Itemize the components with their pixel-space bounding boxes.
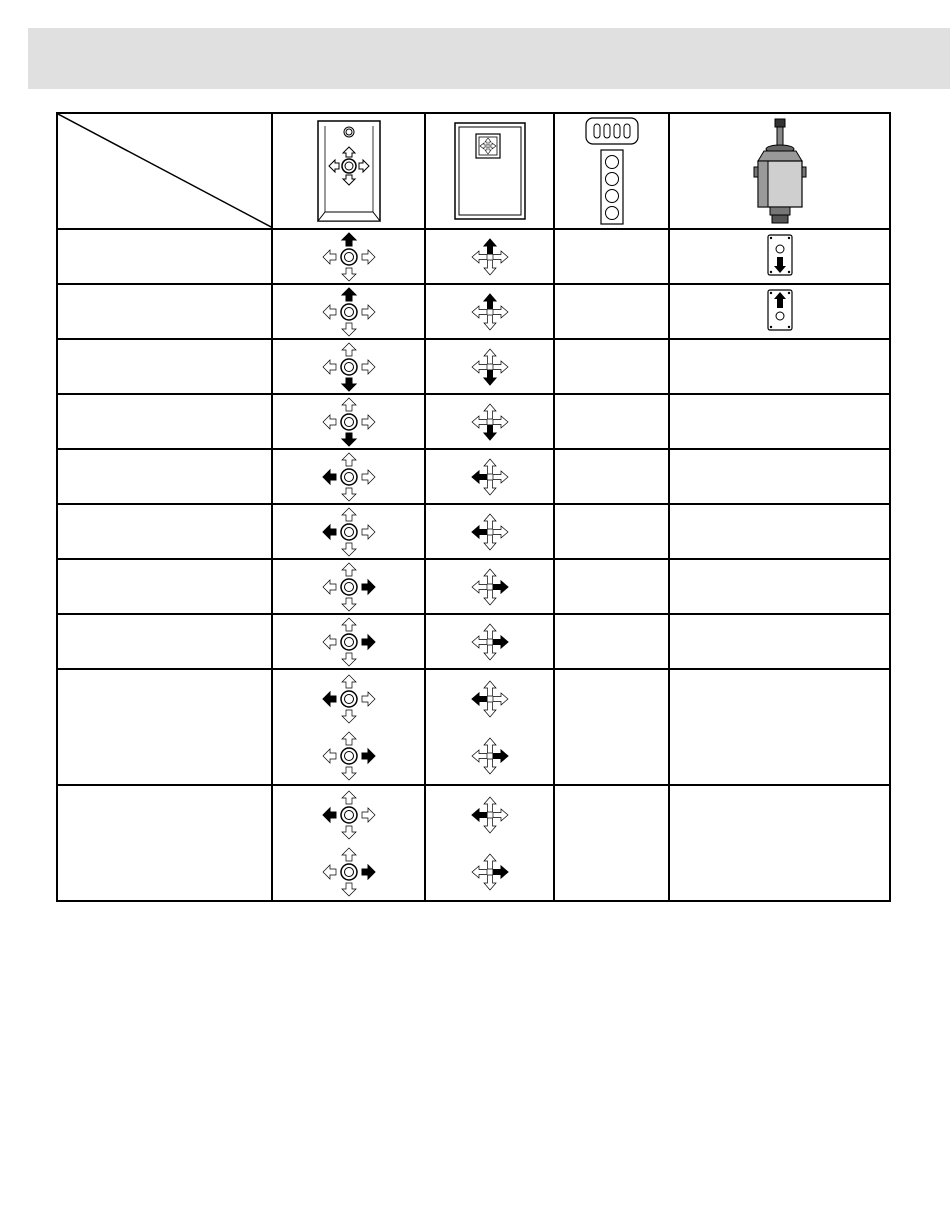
arrow-up [484, 797, 496, 812]
arrow-right [362, 305, 375, 319]
joystick-cell [669, 284, 890, 339]
arrow-down [484, 818, 496, 833]
arrow-right-active [493, 866, 508, 878]
table-row [57, 284, 890, 339]
arrow-up-active [484, 239, 496, 254]
panel-direction-up-icon [321, 232, 377, 282]
arrow-left-active [472, 471, 487, 483]
keypad-center [487, 639, 492, 644]
panel-cell [272, 614, 425, 669]
keypad-direction-down-icon [470, 347, 510, 387]
arrow-left [472, 636, 487, 648]
keypad-center [487, 364, 492, 369]
arrow-up [342, 732, 356, 745]
panel-direction-right-icon [321, 617, 377, 667]
panel-direction-left-icon [321, 507, 377, 557]
panel-cell [272, 284, 425, 339]
panel-direction-down-icon [321, 342, 377, 392]
remote-header [554, 113, 669, 229]
panel-cell [272, 504, 425, 559]
arrow-up [342, 675, 356, 688]
arrow-right [362, 525, 375, 539]
joystick-controller-icon [750, 117, 810, 225]
remote-cell [554, 504, 669, 559]
remote-cell [554, 559, 669, 614]
table-row [57, 339, 890, 394]
remote-cell [554, 284, 669, 339]
panel-direction-left-icon [321, 790, 377, 840]
arrow-up [484, 854, 496, 869]
arrow-right [493, 809, 508, 821]
row-label-cell [57, 614, 272, 669]
arrow-down [342, 883, 356, 896]
arrow-right [362, 360, 375, 374]
arrow-up [484, 514, 496, 529]
arrow-up [484, 624, 496, 639]
panel-direction-right-icon [321, 847, 377, 897]
center-button-inner [344, 417, 353, 426]
row-label-cell [57, 504, 272, 559]
arrow-right-active [362, 635, 375, 649]
keypad-center [487, 696, 492, 701]
arrow-left [323, 250, 336, 264]
joystick-cell [669, 559, 890, 614]
arrow-up [342, 343, 356, 356]
panel-direction-left-icon [321, 674, 377, 724]
keypad-center [487, 309, 492, 314]
arrow-down-active [484, 425, 496, 440]
control-panel-header [272, 113, 425, 229]
remote-cell [554, 785, 669, 901]
table-row [57, 669, 890, 785]
arrow-left [472, 306, 487, 318]
arrow-right-active [362, 580, 375, 594]
remote-cell [554, 669, 669, 785]
corner-header-cell [57, 113, 272, 229]
keypad-center [487, 529, 492, 534]
center-button-inner [344, 637, 353, 646]
wall-control-panel-icon [317, 120, 381, 222]
arrow-left-active [323, 470, 336, 484]
remote-cell [554, 394, 669, 449]
remote-cell [554, 229, 669, 284]
keypad-cell [425, 785, 554, 901]
arrow-down [484, 315, 496, 330]
joystick-push-up-icon [766, 288, 794, 332]
table-row [57, 614, 890, 669]
keypad-direction-up-icon [470, 237, 510, 277]
arrow-up [342, 398, 356, 411]
arrow-down [342, 543, 356, 556]
center-button-inner [344, 307, 353, 316]
keypad-direction-right-icon [470, 852, 510, 892]
arrow-down [484, 260, 496, 275]
arrow-up [342, 563, 356, 576]
arrow-up [484, 738, 496, 753]
center-button-inner [344, 362, 353, 371]
arrow-left-active [323, 808, 336, 822]
arrow-left [472, 581, 487, 593]
keypad-direction-left-icon [470, 457, 510, 497]
arrow-right-active [493, 581, 508, 593]
center-button-inner [344, 694, 353, 703]
panel-cell [272, 339, 425, 394]
table-row [57, 229, 890, 284]
arrow-down [342, 598, 356, 611]
keypad-center [487, 474, 492, 479]
keypad-cell [425, 229, 554, 284]
arrow-right-active [362, 865, 375, 879]
joystick-cell [669, 669, 890, 785]
panel-cell [272, 394, 425, 449]
keypad-direction-right-icon [470, 567, 510, 607]
table-row [57, 394, 890, 449]
center-button-inner [344, 252, 353, 261]
arrow-right [362, 415, 375, 429]
keypad-cell [425, 559, 554, 614]
arrow-up [342, 508, 356, 521]
arrow-down [484, 590, 496, 605]
remote-cell [554, 339, 669, 394]
handheld-remote-icon [584, 116, 640, 226]
row-label-cell [57, 394, 272, 449]
keypad-center [487, 869, 492, 874]
joystick-cell [669, 449, 890, 504]
control-direction-table [56, 112, 891, 902]
panel-direction-down-icon [321, 397, 377, 447]
panel-direction-left-icon [321, 452, 377, 502]
arrow-up-active [342, 288, 356, 301]
arrow-right-active [362, 749, 375, 763]
panel-cell [272, 449, 425, 504]
row-label-cell [57, 559, 272, 614]
keypad-center [487, 419, 492, 424]
joystick-cell [669, 394, 890, 449]
row-label-cell [57, 785, 272, 901]
arrow-up [342, 848, 356, 861]
row-label-cell [57, 449, 272, 504]
arrow-left [472, 416, 487, 428]
keypad-cell [425, 614, 554, 669]
keypad-center [487, 812, 492, 817]
panel-direction-right-icon [321, 562, 377, 612]
arrow-right [493, 526, 508, 538]
panel-cell [272, 559, 425, 614]
table-row [57, 785, 890, 901]
center-button-inner [344, 582, 353, 591]
arrow-down [484, 645, 496, 660]
panel-cell [272, 669, 425, 785]
panel-cell [272, 229, 425, 284]
row-label-cell [57, 669, 272, 785]
arrow-right [362, 692, 375, 706]
row-label-cell [57, 229, 272, 284]
table-body [57, 229, 890, 901]
arrow-down [484, 480, 496, 495]
panel-cell [272, 785, 425, 901]
keypad-center [487, 254, 492, 259]
keypad-center [487, 584, 492, 589]
arrow-left [323, 360, 336, 374]
table-row [57, 559, 890, 614]
center-button-inner [344, 867, 353, 876]
arrow-down [342, 268, 356, 281]
keypad-cell [425, 669, 554, 785]
row-label-cell [57, 284, 272, 339]
arrow-down [342, 767, 356, 780]
arrow-left [323, 749, 336, 763]
arrow-up [484, 569, 496, 584]
joystick-cell [669, 229, 890, 284]
arrow-down [342, 323, 356, 336]
arrow-down [342, 826, 356, 839]
diagonal-divider-line [58, 114, 273, 228]
arrow-left [472, 361, 487, 373]
center-button-inner [344, 527, 353, 536]
panel-direction-up-icon [321, 287, 377, 337]
arrow-up [342, 453, 356, 466]
arrow-right [362, 808, 375, 822]
keypad-direction-left-icon [470, 512, 510, 552]
arrow-left-active [472, 693, 487, 705]
arrow-left-active [323, 525, 336, 539]
arrow-right [493, 306, 508, 318]
table-row [57, 449, 890, 504]
center-button-inner [344, 810, 353, 819]
arrow-left [323, 305, 336, 319]
arrow-left [323, 635, 336, 649]
table-header-row [57, 113, 890, 229]
arrow-down [484, 535, 496, 550]
row-label-cell [57, 339, 272, 394]
keypad-direction-left-icon [470, 795, 510, 835]
arrow-up-active [484, 294, 496, 309]
keypad-direction-right-icon [470, 622, 510, 662]
keypad-cell [425, 394, 554, 449]
arrow-right-active [493, 636, 508, 648]
arrow-up [342, 791, 356, 804]
keypad-direction-up-icon [470, 292, 510, 332]
arrow-up [342, 618, 356, 631]
arrow-left [472, 866, 487, 878]
joystick-cell [669, 785, 890, 901]
keypad-panel-header [425, 113, 554, 229]
arrow-right [493, 416, 508, 428]
remote-cell [554, 449, 669, 504]
keypad-direction-down-icon [470, 402, 510, 442]
arrow-up [484, 349, 496, 364]
keypad-panel-icon [454, 122, 526, 220]
keypad-direction-left-icon [470, 679, 510, 719]
panel-direction-right-icon [321, 731, 377, 781]
arrow-up [484, 459, 496, 474]
arrow-right [362, 470, 375, 484]
keypad-cell [425, 284, 554, 339]
joystick-cell [669, 339, 890, 394]
arrow-down-active [484, 370, 496, 385]
table-row [57, 504, 890, 559]
keypad-cell [425, 339, 554, 394]
arrow-down-active [342, 378, 356, 391]
arrow-right-active [493, 750, 508, 762]
arrow-right [493, 251, 508, 263]
arrow-left [472, 251, 487, 263]
arrow-left [323, 415, 336, 429]
joystick-pull-down-icon [766, 233, 794, 277]
keypad-direction-right-icon [470, 736, 510, 776]
arrow-right [493, 471, 508, 483]
keypad-center [487, 753, 492, 758]
arrow-right [493, 693, 508, 705]
arrow-left-active [472, 809, 487, 821]
arrow-left [472, 750, 487, 762]
remote-cell [554, 614, 669, 669]
joystick-cell [669, 614, 890, 669]
arrow-left-active [472, 526, 487, 538]
arrow-up-active [342, 233, 356, 246]
arrow-right [362, 250, 375, 264]
page-header-band [28, 28, 950, 89]
arrow-up [484, 681, 496, 696]
arrow-down [484, 759, 496, 774]
arrow-down [342, 488, 356, 501]
arrow-left-active [323, 692, 336, 706]
arrow-down [342, 710, 356, 723]
center-button-inner [344, 751, 353, 760]
arrow-down [484, 875, 496, 890]
keypad-cell [425, 449, 554, 504]
keypad-cell [425, 504, 554, 559]
arrow-right [493, 361, 508, 373]
arrow-down [484, 702, 496, 717]
arrow-left [323, 865, 336, 879]
center-button-inner [344, 472, 353, 481]
joystick-header [669, 113, 890, 229]
joystick-cell [669, 504, 890, 559]
arrow-left [323, 580, 336, 594]
arrow-down [342, 653, 356, 666]
arrow-up [484, 404, 496, 419]
arrow-down-active [342, 433, 356, 446]
